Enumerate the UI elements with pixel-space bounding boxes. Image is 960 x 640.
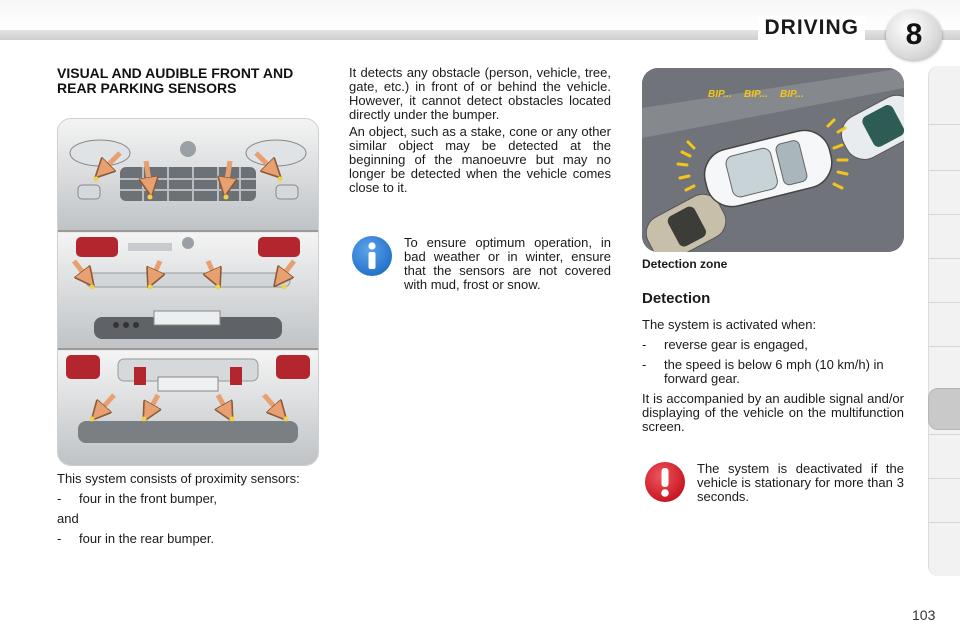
list-item-text: four in the rear bumper.: [79, 531, 215, 546]
tab-divider: [929, 258, 960, 259]
bip-label: BIP...: [780, 89, 804, 100]
detection-zone-illustration: [642, 68, 904, 252]
info-note: To ensure optimum operation, in bad weather or in winter, ensure that the sensors are not covered with mud, frost or snow.: [404, 235, 611, 292]
tab-divider: [929, 124, 960, 125]
figure-caption: Detection zone: [642, 257, 728, 271]
tab-divider: [929, 478, 960, 479]
activation-text: [642, 318, 904, 440]
bumper-sensors-illustration: [57, 118, 319, 466]
detection-limits-text: [349, 66, 611, 198]
chapter-tab-active[interactable]: [928, 388, 960, 430]
tab-divider: [929, 346, 960, 347]
detection-heading: Detection: [642, 290, 711, 307]
intro-text: This system consists of proximity sensors:: [57, 471, 300, 486]
warning-note: The system is deactivated if the vehicle is stationary for more than 3 seconds.: [697, 461, 904, 504]
list-item: [57, 532, 319, 546]
list-item: [642, 338, 904, 352]
list-dash: -: [57, 491, 62, 506]
system-description: [57, 472, 319, 552]
activation-intro: The system is activated when:: [642, 317, 817, 332]
section-title: VISUAL AND AUDIBLE FRONT AND REAR PARKING SENSORS: [57, 65, 294, 96]
tab-divider: [929, 170, 960, 171]
exclamation-icon: [644, 461, 686, 503]
info-icon: [351, 235, 393, 277]
bumper-sensors-drawing: [58, 119, 318, 465]
list-dash: -: [642, 357, 647, 372]
list-item: [642, 358, 904, 386]
chapter-number-badge: 8: [886, 10, 942, 60]
list-dash: -: [57, 531, 62, 546]
page-header: [0, 0, 960, 48]
paragraph: An object, such as a stake, cone or any other similar object may be detected at the beginning of the manoeuvre but may no longer be detected when the vehicle comes close to it.: [349, 124, 611, 195]
list-item-text: four in the front bumper,: [79, 491, 218, 506]
tab-divider: [929, 214, 960, 215]
paragraph: It is accompanied by an audible signal and/or displaying of the vehicle on the multifunction screen.: [642, 391, 904, 434]
page-number: 103: [912, 607, 936, 623]
bip-label: BIP...: [744, 89, 768, 100]
list-item: [57, 492, 319, 506]
tab-divider: [929, 522, 960, 523]
bip-label: BIP...: [708, 89, 732, 100]
list-item-text: reverse gear is engaged,: [664, 337, 808, 352]
paragraph: It detects any obstacle (person, vehicle, tree, gate, etc.) in front of or behind the vehicle. However, it cannot detect obstacles located directly under the bumper.: [349, 65, 611, 122]
chapter-title: DRIVING: [758, 16, 865, 40]
tab-divider: [929, 302, 960, 303]
chapter-tabs: [928, 66, 960, 576]
list-item-text: the speed is below 6 mph (10 km/h) in forward gear.: [664, 357, 884, 386]
list-dash: -: [642, 337, 647, 352]
connector-text: and: [57, 511, 79, 526]
tab-divider: [929, 434, 960, 435]
detection-zone-drawing: [642, 68, 904, 252]
